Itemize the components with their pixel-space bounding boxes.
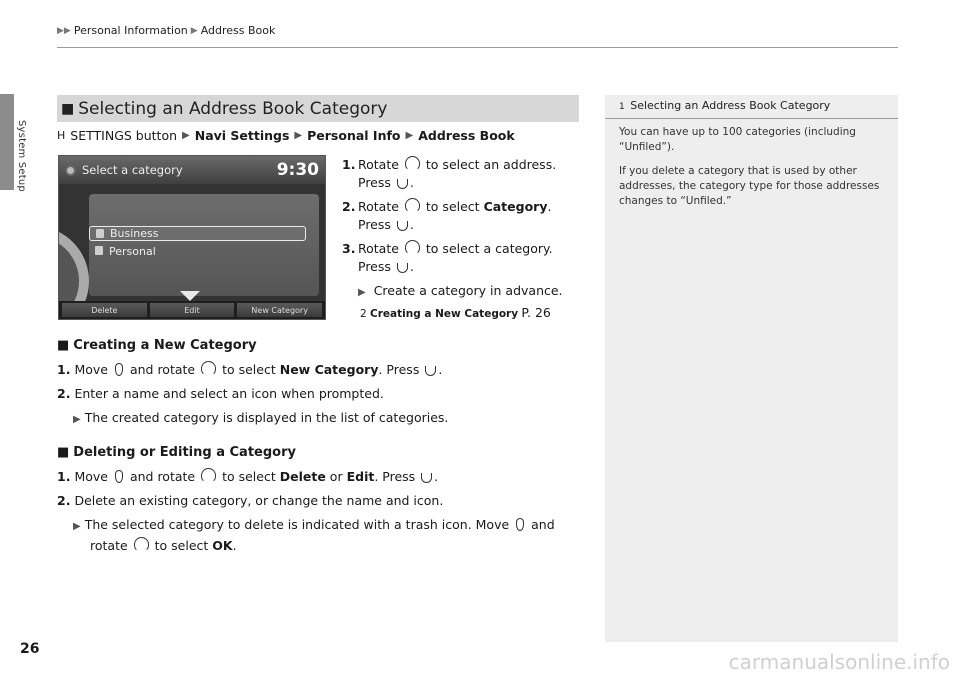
interface-dial-icon: [134, 537, 149, 552]
navigation-screenshot: [58, 155, 326, 320]
sidebar-paragraph-1: You can have up to 100 categories (including “Unfiled”).: [619, 126, 856, 153]
page-number: 26: [20, 641, 40, 657]
creating-category-section: [57, 336, 587, 429]
interface-dial-icon: [405, 240, 420, 255]
note-arrow-icon: ▶: [73, 521, 81, 532]
screen-category-personal[interactable]: Personal: [89, 244, 306, 259]
screen-edit-button[interactable]: Edit: [150, 303, 235, 317]
screen-button-bar: [59, 301, 325, 319]
home-icon: H: [57, 129, 66, 142]
screen-new-category-button[interactable]: New Category: [237, 303, 322, 317]
path-item-address-book: Address Book: [418, 128, 515, 143]
path-arrow-icon: ▶: [405, 130, 414, 141]
interface-selector-icon: [115, 470, 123, 483]
creating-step-2: 2. Enter a name and select an icon when prompted.: [57, 386, 384, 401]
category-icon: [96, 229, 104, 238]
sidebar-notes: [605, 95, 898, 642]
breadcrumb-item-personal-information[interactable]: Personal Information: [73, 24, 188, 37]
square-bullet-icon: ■: [57, 338, 70, 353]
category-icon: [95, 246, 103, 255]
breadcrumb-item-address-book[interactable]: Address Book: [200, 24, 276, 37]
path-item-personal-info: Personal Info: [307, 128, 401, 143]
side-label: System Setup: [16, 120, 27, 192]
step-2: 2. Rotate to select Category. Press .: [342, 199, 552, 232]
sidebar-body: [605, 119, 898, 209]
path-item-navi-settings: Navi Settings: [194, 128, 290, 143]
step-1: 1. Rotate to select an address. Press .: [342, 157, 557, 190]
screen-down-arrow-icon: [180, 291, 200, 301]
interface-selector-icon: [115, 363, 123, 376]
creating-step-1: 1. Move and rotate to select New Category. Press .: [57, 362, 443, 377]
screen-delete-button[interactable]: Delete: [62, 303, 147, 317]
section-title-bar: [57, 95, 579, 122]
note-arrow-icon: ▶: [358, 287, 366, 298]
sidebar-title: 1 Selecting an Address Book Category: [605, 95, 898, 119]
deleting-note: ▶ The selected category to delete is indicated with a trash icon. Move and rotate to select OK.: [73, 517, 555, 553]
watermark: carmanualsonline.info: [728, 650, 950, 674]
cross-reference[interactable]: 2 Creating a New Category P. 26: [360, 305, 551, 320]
menu-path: [57, 128, 515, 143]
press-icon: [425, 366, 436, 376]
path-arrow-icon: ▶: [182, 130, 190, 141]
reference-icon: 1: [619, 102, 625, 112]
path-start: SETTINGS button: [70, 128, 178, 143]
path-arrow-icon: ▶: [294, 130, 303, 141]
deleting-editing-section: [57, 443, 587, 555]
deleting-step-1: 1. Move and rotate to select Delete or Edit. Press .: [57, 469, 439, 484]
interface-dial-icon: [201, 468, 216, 483]
step-3: 3. Rotate to select a category. Press .: [342, 241, 553, 274]
breadcrumb-arrow-icon: ▶: [190, 25, 198, 36]
square-bullet-icon: ■: [57, 445, 70, 460]
top-divider: [57, 47, 898, 48]
screen-title: Select a category: [82, 163, 183, 177]
interface-selector-icon: [516, 518, 524, 531]
creating-note: ▶ The created category is displayed in the list of categories.: [73, 410, 449, 425]
screen-clock: 9:30: [276, 160, 319, 180]
screen-title-icon: [65, 165, 76, 176]
deleting-editing-heading: Deleting or Editing a Category: [73, 445, 296, 460]
creating-category-heading: Creating a New Category: [73, 338, 257, 353]
sidebar-paragraph-2: If you delete a category that is used by other addresses, the category type for those addresses changes to “Unfiled.”: [619, 165, 880, 207]
procedure-steps: [342, 156, 582, 323]
side-tab: [0, 94, 14, 190]
deleting-step-2: 2. Delete an existing category, or change the name and icon.: [57, 493, 444, 508]
breadcrumb-arrow-icon: ▶▶: [57, 25, 71, 36]
reference-icon: 2: [360, 308, 367, 320]
interface-dial-icon: [405, 198, 420, 213]
section-title: Selecting an Address Book Category: [78, 98, 388, 119]
screen-category-business[interactable]: Business: [89, 226, 306, 241]
press-icon: [397, 179, 408, 189]
press-icon: [421, 473, 432, 483]
step-note: ▶ Create a category in advance. 2 Creating a New Category P. 26: [342, 282, 582, 323]
press-icon: [397, 221, 408, 231]
breadcrumb: [57, 24, 275, 37]
interface-dial-icon: [405, 156, 420, 171]
interface-dial-icon: [201, 361, 216, 376]
press-icon: [397, 263, 408, 273]
note-arrow-icon: ▶: [73, 414, 81, 425]
square-bullet-icon: ■: [61, 100, 75, 117]
